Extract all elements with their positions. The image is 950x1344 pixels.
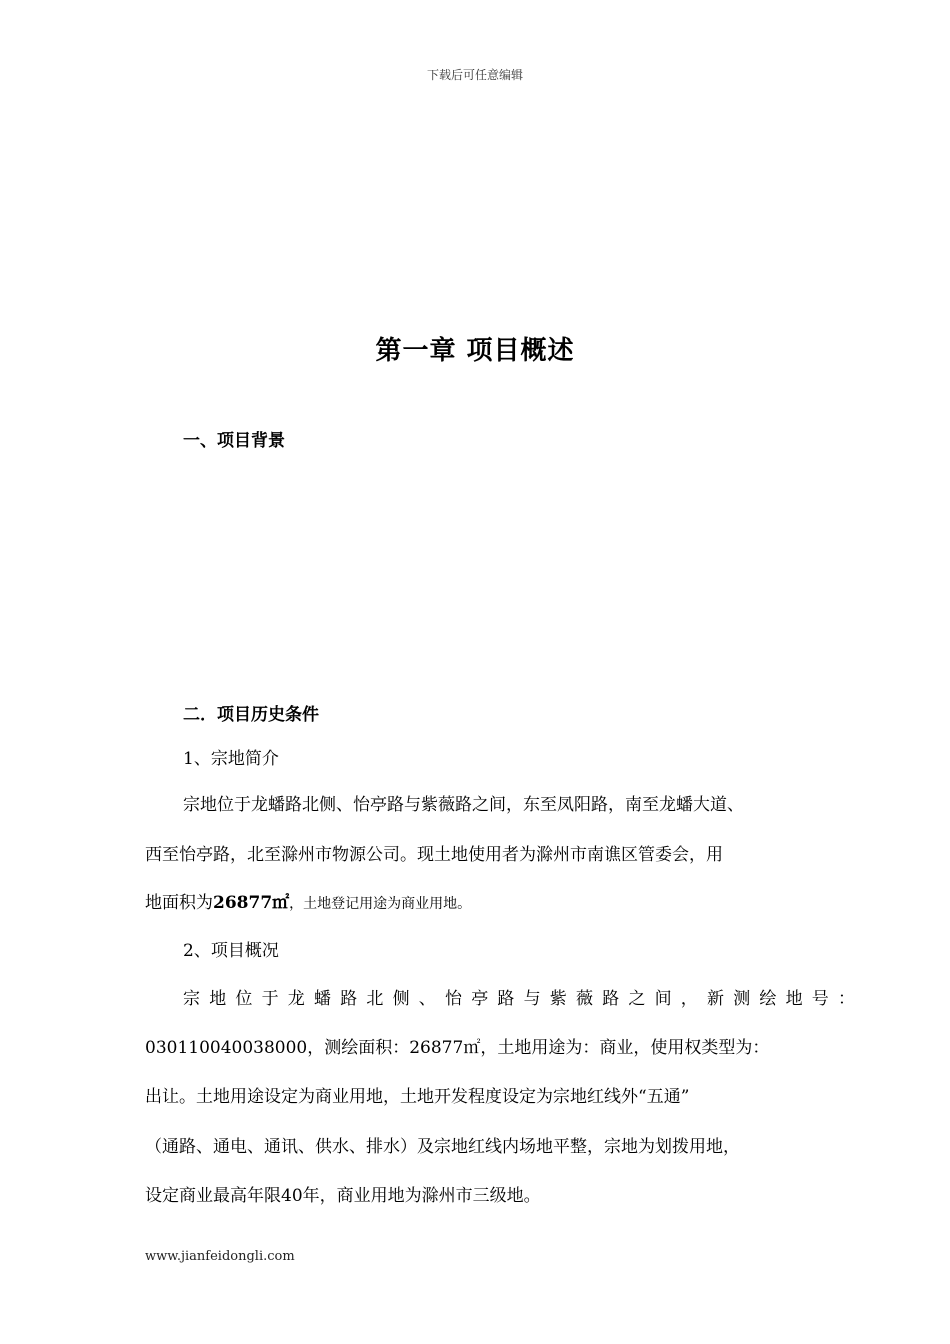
overview-line-5: 设定商业最高年限40年，商业用地为滁州市三级地。 <box>145 1186 541 1206</box>
section-heading-background: 一、项目背景 <box>183 431 285 451</box>
header-note: 下载后可任意编辑 <box>426 68 523 82</box>
land-use-note: ，土地登记用途为商业用地。 <box>289 896 472 912</box>
section-heading-history: 二．项目历史条件 <box>183 705 319 725</box>
overview-line-2: 030110040038000，测绘面积：26877㎡，土地用途为：商业，使用权类型为： <box>145 1038 770 1058</box>
overview-line-1: 宗地位于龙蟠路北侧、怡亭路与紫薇路之间，新测绘地号： <box>183 989 865 1009</box>
overview-line-3: 出让。土地用途设定为商业用地，土地开发程度设定为宗地红线外“五通” <box>145 1087 690 1107</box>
overview-line-4: （通路、通电、通讯、供水、排水）及宗地红线内场地平整，宗地为划拨用地， <box>145 1137 740 1157</box>
chapter-title: 第一章 项目概述 <box>375 336 575 366</box>
parcel-intro-line-3 <box>145 888 471 913</box>
subheading-project-overview: 2、项目概况 <box>183 941 279 961</box>
area-label: 地面积为 <box>145 893 213 913</box>
parcel-intro-line-2: 西至怡亭路，北至滁州市物源公司。现土地使用者为滁州市南谯区管委会，用 <box>145 845 723 865</box>
footer-url: www.jianfeidongli.com <box>145 1249 295 1264</box>
parcel-intro-line-1: 宗地位于龙蟠路北侧、怡亭路与紫薇路之间，东至凤阳路，南至龙蟠大道、 <box>183 795 744 815</box>
area-value: 26877㎡ <box>213 893 290 913</box>
subheading-parcel-intro: 1、宗地简介 <box>183 749 279 769</box>
